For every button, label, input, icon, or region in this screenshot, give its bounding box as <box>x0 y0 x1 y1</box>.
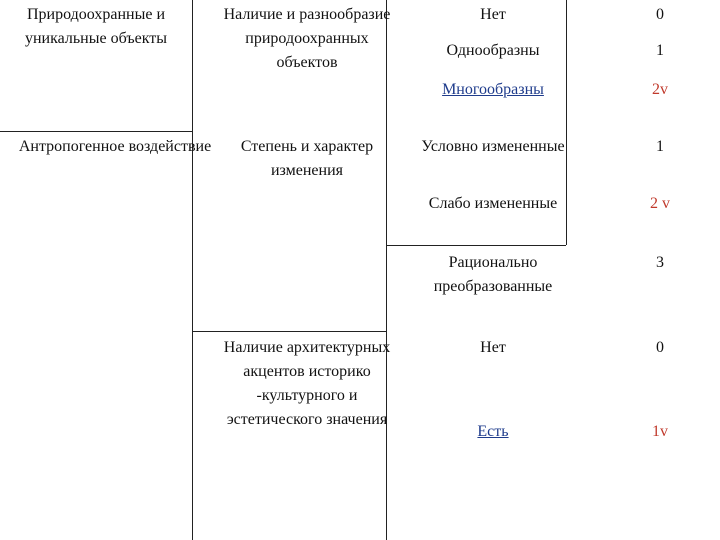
option-label: Нет <box>480 339 506 356</box>
option-label: Условно измененные <box>421 138 565 155</box>
score-value: 3 <box>656 254 664 271</box>
factor-cell: Природоохранные и уникальные объекты <box>24 6 167 47</box>
option-label: Слабо измененные <box>428 195 558 212</box>
indicator-cell: Степень и характер изменения <box>240 138 374 179</box>
selected-score: 1v <box>652 423 668 440</box>
option-label[interactable] <box>406 420 580 444</box>
table-divider <box>192 331 386 332</box>
selected-score: 2 v <box>650 195 670 212</box>
indicator-cell: Наличие и разнообразие природоохранных объектов <box>223 6 391 71</box>
option-link[interactable]: Есть <box>477 423 509 440</box>
option-label: Нет <box>480 6 506 23</box>
score-value: 0 <box>656 6 664 23</box>
indicator-cell: Наличие архитектурных акцентов историко -культурного и эстетического значения <box>223 339 391 428</box>
option-label: Рационально преобразованные <box>433 254 553 295</box>
selected-score: 2v <box>652 81 668 98</box>
score-value: 1 <box>656 42 664 59</box>
factor-cell: Антропогенное воздействие <box>18 138 212 155</box>
option-label: Однообразны <box>446 42 540 59</box>
table-divider <box>192 0 193 540</box>
score-value: 1 <box>656 138 664 155</box>
score-value: 0 <box>656 339 664 356</box>
table-divider <box>386 0 387 540</box>
option-link[interactable]: Многообразны <box>442 81 544 98</box>
table-divider <box>386 245 566 246</box>
option-label[interactable] <box>406 78 580 102</box>
table-divider <box>0 131 192 132</box>
